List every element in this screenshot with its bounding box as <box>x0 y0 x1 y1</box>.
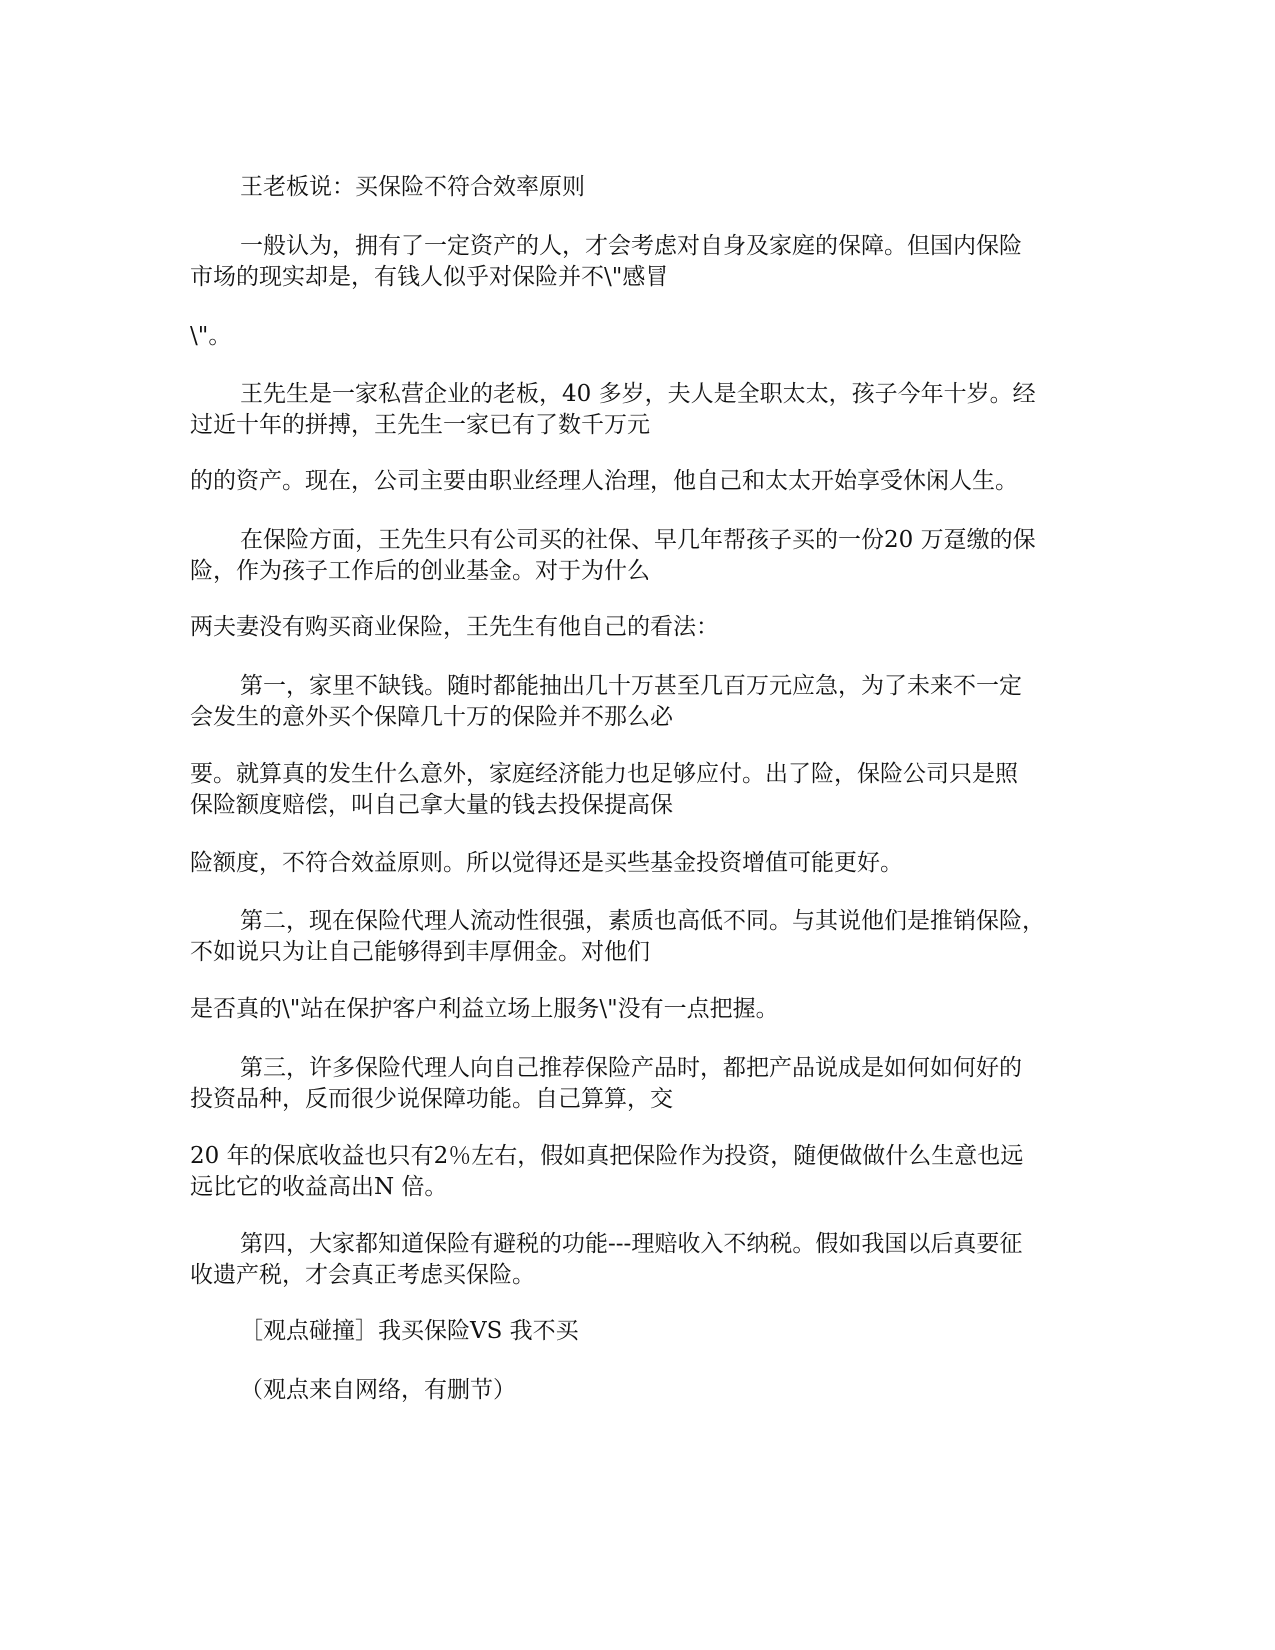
text-line: 第一，家里不缺钱。随时都能抽出几十万甚至几百万元应急，为了未来不一定 <box>240 673 1022 699</box>
paragraph <box>190 994 1100 1025</box>
text-line: 要。就算真的发生什么意外，家庭经济能力也足够应付。出了险，保险公司只是照 <box>190 761 1018 787</box>
text-line: 的的资产。现在，公司主要由职业经理人治理，他自己和太太开始享受休闲人生。 <box>190 468 1018 494</box>
text-line: 第三，许多保险代理人向自己推荐保险产品时，都把产品说成是如何如何好的 <box>240 1055 1022 1081</box>
paragraph <box>190 612 1100 643</box>
text-line: 过近十年的拼搏，王先生一家已有了数千万元 <box>190 412 650 438</box>
paragraph <box>190 525 1100 587</box>
paragraph <box>190 1141 1100 1203</box>
text-line: 在保险方面，王先生只有公司买的社保、早几年帮孩子买的一份20 万趸缴的保 <box>240 527 1036 553</box>
paragraph <box>190 379 1100 441</box>
paragraph-heading <box>190 172 1150 203</box>
text-line: 险额度，不符合效益原则。所以觉得还是买些基金投资增值可能更好。 <box>190 850 903 876</box>
text-line: 王先生是一家私营企业的老板，40 多岁，夫人是全职太太，孩子今年十岁。经 <box>240 381 1036 407</box>
paragraph <box>190 1229 1100 1291</box>
paragraph-source-note <box>190 1375 1150 1406</box>
text-line: 一般认为，拥有了一定资产的人，才会考虑对自身及家庭的保障。但国内保险 <box>240 233 1022 259</box>
text-line: 投资品种，反而很少说保障功能。自己算算，交 <box>190 1086 673 1112</box>
text-line: 会发生的意外买个保障几十万的保险并不那么必 <box>190 704 673 730</box>
paragraph-section-heading <box>190 1316 1150 1347</box>
paragraph <box>190 759 1100 821</box>
text-line: 王老板说：买保险不符合效率原则 <box>240 174 585 200</box>
paragraph <box>190 1053 1100 1115</box>
paragraph <box>190 321 1100 352</box>
text-line: 第二，现在保险代理人流动性很强，素质也高低不同。与其说他们是推销保险， <box>240 908 1045 934</box>
text-line: 不如说只为让自己能够得到丰厚佣金。对他们 <box>190 939 650 965</box>
text-line: 保险额度赔偿，叫自己拿大量的钱去投保提高保 <box>190 792 673 818</box>
text-line: 第四，大家都知道保险有避税的功能---理赔收入不纳税。假如我国以后真要征 <box>240 1231 1023 1257</box>
paragraph <box>190 671 1100 733</box>
text-line: 20 年的保底收益也只有2％左右，假如真把保险作为投资，随便做做什么生意也远 <box>190 1143 1024 1169</box>
text-line: \"。 <box>190 323 232 349</box>
text-line: 险，作为孩子工作后的创业基金。对于为什么 <box>190 558 650 584</box>
paragraph <box>190 466 1100 497</box>
text-line: 是否真的\"站在保护客户利益立场上服务\"没有一点把握。 <box>190 996 779 1022</box>
paragraph <box>190 231 1100 293</box>
text-line: （观点来自网络，有删节） <box>240 1377 516 1403</box>
text-line: 远比它的收益高出N 倍。 <box>190 1174 448 1200</box>
text-line: 两夫妻没有购买商业保险，王先生有他自己的看法： <box>190 614 719 640</box>
paragraph <box>190 848 1100 879</box>
paragraph <box>190 906 1100 968</box>
text-line: 收遗产税，才会真正考虑买保险。 <box>190 1262 535 1288</box>
text-line: 市场的现实却是，有钱人似乎对保险并不\"感冒 <box>190 264 669 290</box>
text-line: ［观点碰撞］我买保险VS 我不买 <box>240 1318 579 1344</box>
